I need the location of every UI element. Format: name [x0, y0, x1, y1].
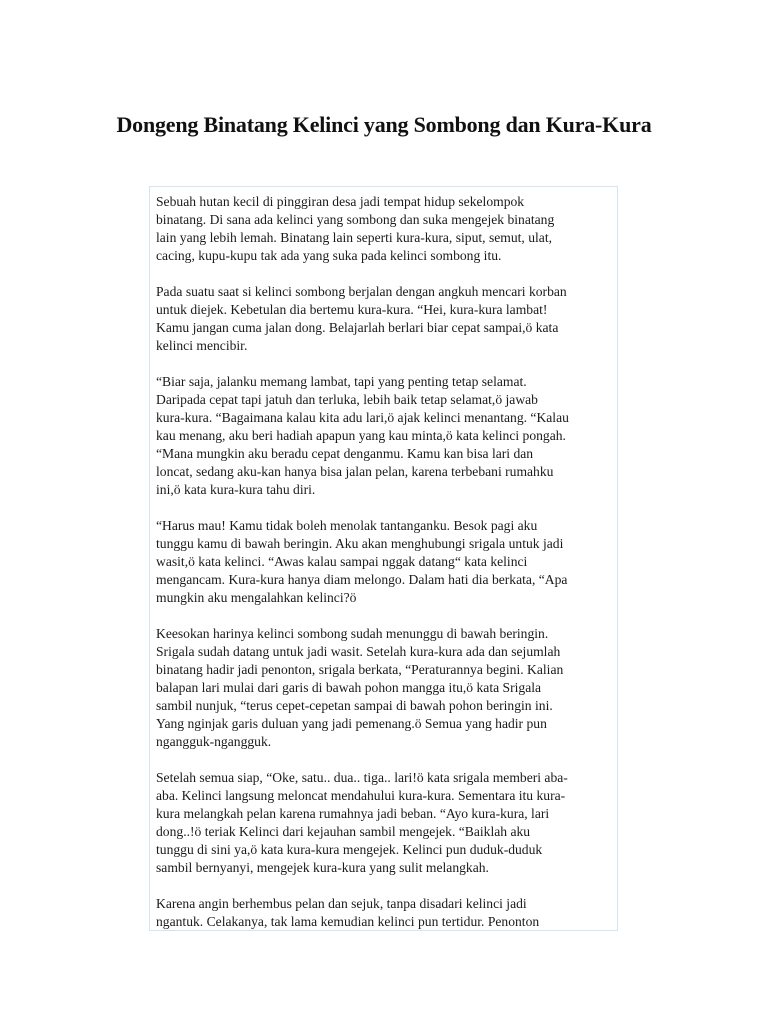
paragraph-line: Srigala sudah datang untuk jadi wasit. Setelah kura-kura ada dan sejumlah — [156, 644, 561, 659]
paragraph-line: balapan lari mulai dari garis di bawah pohon mangga itu,ö kata Srigala — [156, 680, 542, 695]
paragraph-line: aba. Kelinci langsung meloncat mendahului kura-kura. Sementara itu kura- — [156, 788, 566, 803]
paragraph-line: Keesokan harinya kelinci sombong sudah menunggu di bawah beringin. — [156, 626, 549, 641]
paragraph-line: mengancam. Kura-kura hanya diam melongo. Dalam hati dia berkata, “Apa — [156, 572, 568, 587]
paragraph-line: untuk diejek. Kebetulan dia bertemu kura-kura. “Hei, kura-kura lambat! — [156, 302, 548, 317]
paragraph-line: binatang hadir jadi penonton, srigala berkata, “Peraturannya begini. Kalian — [156, 662, 564, 677]
paragraph-line: Setelah semua siap, “Oke, satu.. dua.. tiga.. lari!ö kata srigala memberi aba- — [156, 770, 568, 785]
paragraph-line: binatang. Di sana ada kelinci yang sombong dan suka mengejek binatang — [156, 212, 555, 227]
paragraph-line: kelinci mencibir. — [156, 338, 248, 353]
paragraph-line: Sebuah hutan kecil di pinggiran desa jadi tempat hidup sekelompok — [156, 194, 525, 209]
paragraph-line: sambil nunjuk, “terus cepet-cepetan sampai di bawah pohon beringin ini. — [156, 698, 553, 713]
paragraph-line: ngantuk. Celakanya, tak lama kemudian kelinci pun tertidur. Penonton — [156, 914, 540, 929]
paragraph-line: “Biar saja, jalanku memang lambat, tapi yang penting tetap selamat. — [156, 374, 527, 389]
paragraph-line: ini,ö kata kura-kura tahu diri. — [156, 482, 316, 497]
paragraph-line: dong..!ö teriak Kelinci dari kejauhan sambil mengejek. “Baiklah aku — [156, 824, 531, 839]
paragraph-line: wasit,ö kata kelinci. “Awas kalau sampai nggak datang“ kata kelinci — [156, 554, 528, 569]
story-paragraph — [156, 517, 611, 607]
paragraph-line: “Mana mungkin aku beradu cepat denganmu. Kamu kan bisa lari dan — [156, 446, 534, 461]
paragraph-line: lain yang lebih lemah. Binatang lain seperti kura-kura, siput, semut, ulat, — [156, 230, 553, 245]
paragraph-line: loncat, sedang aku-kan hanya bisa jalan pelan, karena terbebani rumahku — [156, 464, 554, 479]
story-paragraph — [156, 193, 611, 265]
paragraph-line: Daripada cepat tapi jatuh dan terluka, lebih baik tetap selamat,ö jawab — [156, 392, 538, 407]
paragraph-line: Pada suatu saat si kelinci sombong berjalan dengan angkuh mencari korban — [156, 284, 567, 299]
paragraph-line: Yang nginjak garis duluan yang jadi pemenang.ö Semua yang hadir pun — [156, 716, 547, 731]
story-paragraph — [156, 625, 611, 751]
paragraph-line: ngangguk-ngangguk. — [156, 734, 272, 749]
paragraph-line: “Harus mau! Kamu tidak boleh menolak tantanganku. Besok pagi aku — [156, 518, 538, 533]
paragraph-line: mungkin aku mengalahkan kelinci?ö — [156, 590, 357, 605]
story-paragraph — [156, 373, 611, 499]
paragraph-line: sambil bernyanyi, mengejek kura-kura yang sulit melangkah. — [156, 860, 489, 875]
story-paragraph — [156, 895, 611, 931]
story-text-box — [149, 186, 618, 931]
story-paragraph — [156, 769, 611, 877]
paragraph-line: Karena angin berhembus pelan dan sejuk, tanpa disadari kelinci jadi — [156, 896, 527, 911]
paragraph-line: cacing, kupu-kupu tak ada yang suka pada kelinci sombong itu. — [156, 248, 502, 263]
paragraph-line: tunggu di sini ya,ö kata kura-kura mengejek. Kelinci pun duduk-duduk — [156, 842, 543, 857]
paragraph-line: Kamu jangan cuma jalan dong. Belajarlah berlari biar cepat sampai,ö kata — [156, 320, 559, 335]
story-paragraph — [156, 283, 611, 355]
paragraph-line: tunggu kamu di bawah beringin. Aku akan menghubungi srigala untuk jadi — [156, 536, 564, 551]
paragraph-line: kura-kura. “Bagaimana kalau kita adu lari,ö ajak kelinci menantang. “Kalau — [156, 410, 569, 425]
paragraph-line: kau menang, aku beri hadiah apapun yang kau minta,ö kata kelinci pongah. — [156, 428, 566, 443]
paragraph-line: kura melangkah pelan karena rumahnya jadi beban. “Ayo kura-kura, lari — [156, 806, 550, 821]
page-title: Dongeng Binatang Kelinci yang Sombong dan Kura-Kura — [116, 112, 652, 137]
